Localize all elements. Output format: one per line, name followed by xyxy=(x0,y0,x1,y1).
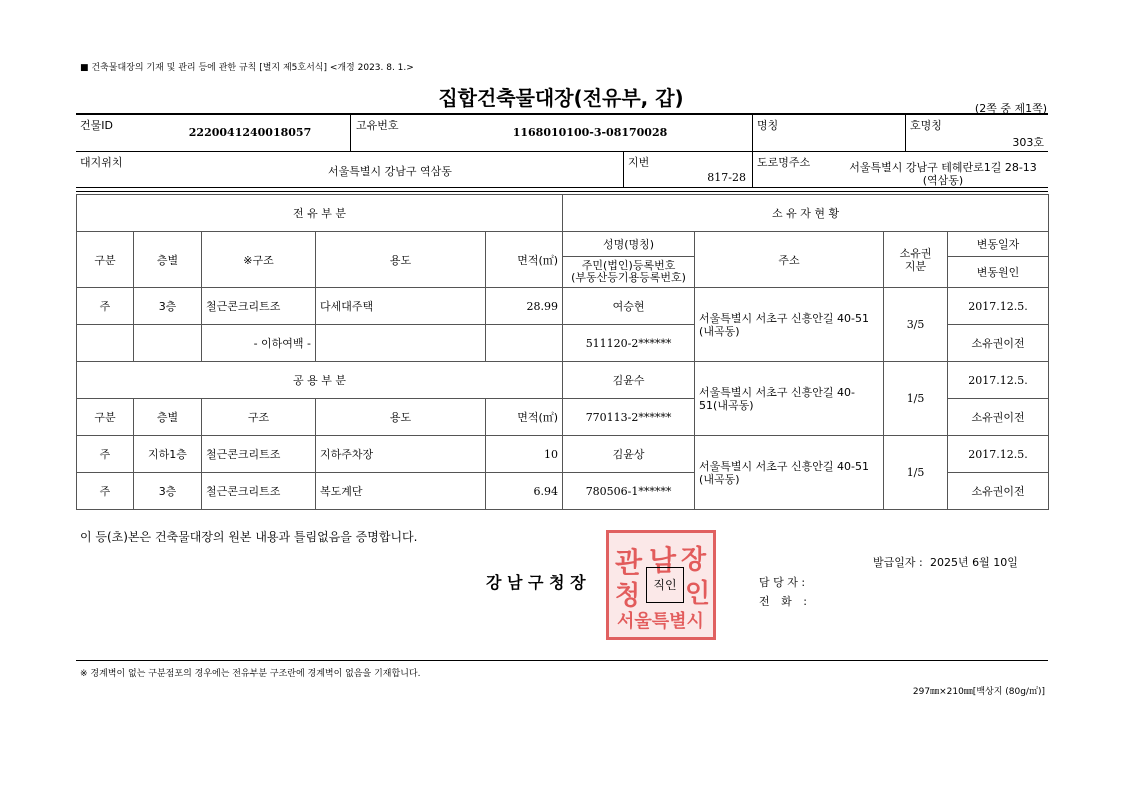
ex-row2-type xyxy=(77,325,134,362)
col-owner-reg xyxy=(563,257,695,288)
owner3-reg: 780506-1****** xyxy=(563,473,695,510)
owner3-address: 서울특별시 서초구 신흥안길 40-51 (내곡동) xyxy=(695,436,884,510)
road-label: 도로명주소 xyxy=(757,156,811,169)
site-value: 서울특별시 강남구 역삼동 xyxy=(328,165,452,178)
owner1-address: 서울특별시 서초구 신흥안길 40-51 (내곡동) xyxy=(695,288,884,362)
lot-label: 지번 xyxy=(628,156,650,169)
register-table xyxy=(76,194,1049,510)
ex-row1-floor: 3층 xyxy=(134,288,202,325)
road-value-line2: (역삼동) xyxy=(922,174,964,187)
footnote: ※ 경계벽이 없는 구분점포의 경우에는 전유부분 구조란에 경계벽이 없음을 기재합니다. xyxy=(80,669,421,679)
owner2-reason: 소유권이전 xyxy=(948,399,1049,436)
common-col-floor: 층별 xyxy=(134,399,202,436)
officer-label: 담 당 자 : xyxy=(759,576,806,589)
ex-row1-use: 다세대주택 xyxy=(316,288,486,325)
col-use: 용도 xyxy=(316,232,486,288)
common-row2-use: 복도계단 xyxy=(316,473,486,510)
building-id-label: 건물ID xyxy=(80,119,113,132)
seal-label: 직인 xyxy=(646,567,684,603)
form-note: ■ 건축물대장의 기재 및 관리 등에 관한 규칙 [별지 제5호서식] <개정 2023. 8. 1.> xyxy=(80,63,414,73)
section-exclusive: 전 유 부 분 xyxy=(77,195,563,232)
owner1-share: 3/5 xyxy=(884,288,948,362)
owner2-date: 2017.12.5. xyxy=(948,362,1049,399)
building-id-value: 2220041240018057 xyxy=(188,126,312,139)
owner2-reg: 770113-2****** xyxy=(563,399,695,436)
ex-row1-area: 28.99 xyxy=(486,288,563,325)
issue-date: 2025년 6월 10일 xyxy=(930,556,1018,569)
owner1-reason: 소유권이전 xyxy=(948,325,1049,362)
common-row1-area: 10 xyxy=(486,436,563,473)
col-owner-reg-line2: (부동산등기용등록번호) xyxy=(571,271,686,284)
col-share xyxy=(884,232,948,288)
page-title: 집합건축물대장(전유부, 갑) xyxy=(438,86,684,110)
ex-row1-structure: 철근콘크리트조 xyxy=(202,288,316,325)
site-label: 대지위치 xyxy=(80,156,123,169)
col-change-reason: 변동원인 xyxy=(948,257,1049,288)
col-structure-ex: ※구조 xyxy=(202,232,316,288)
section-owner: 소 유 자 현 황 xyxy=(563,195,1049,232)
owner1-reg: 511120-2****** xyxy=(563,325,695,362)
unit-value: 303호 xyxy=(1012,136,1044,149)
col-owner-name: 성명(명칭) xyxy=(563,232,695,257)
col-share-line1: 소유권 xyxy=(899,246,932,260)
common-row2-floor: 3층 xyxy=(134,473,202,510)
col-area: 면적(㎡) xyxy=(486,232,563,288)
col-floor: 층별 xyxy=(134,232,202,288)
owner3-reason: 소유권이전 xyxy=(948,473,1049,510)
owner2-name: 김윤수 xyxy=(563,362,695,399)
name-label: 명칭 xyxy=(757,119,779,132)
road-value-line1: 서울특별시 강남구 테헤란로1길 28-13 xyxy=(849,161,1037,174)
col-change-date: 변동일자 xyxy=(948,232,1049,257)
common-col-area: 면적(㎡) xyxy=(486,399,563,436)
owner1-date: 2017.12.5. xyxy=(948,288,1049,325)
owner3-date: 2017.12.5. xyxy=(948,436,1049,473)
ex-row2-floor xyxy=(134,325,202,362)
col-address: 주소 xyxy=(695,232,884,288)
owner3-share: 1/5 xyxy=(884,436,948,510)
common-row2-type: 주 xyxy=(77,473,134,510)
col-owner-reg-line1: 주민(법인)등록번호 xyxy=(581,259,676,272)
owner2-address: 서울특별시 서초구 신흥안길 40-51(내곡동) xyxy=(695,362,884,436)
official-seal: 관 남 장 청 인 서울특별시 xyxy=(606,530,716,640)
phone-label: 전 화 : xyxy=(759,595,811,608)
certify-text: 이 등(초)본은 건축물대장의 원본 내용과 틀림없음을 증명합니다. xyxy=(80,530,418,544)
common-col-type: 구분 xyxy=(77,399,134,436)
paper-spec: 297㎜×210㎜[백상지 (80g/㎡)] xyxy=(912,687,1045,697)
common-row1-type: 주 xyxy=(77,436,134,473)
issuer-name: 강 남 구 청 장 xyxy=(486,573,586,592)
section-common: 공 용 부 분 xyxy=(77,362,563,399)
common-row1-structure: 철근콘크리트조 xyxy=(202,436,316,473)
unique-no-label: 고유번호 xyxy=(356,119,399,132)
lot-value: 817-28 xyxy=(707,171,746,184)
unique-no-value: 1168010100-3-08170028 xyxy=(512,126,668,139)
owner3-name: 김윤상 xyxy=(563,436,695,473)
page-info: (2쪽 중 제1쪽) xyxy=(974,102,1047,115)
common-row2-structure: 철근콘크리트조 xyxy=(202,473,316,510)
ex-row2-use xyxy=(316,325,486,362)
common-row2-area: 6.94 xyxy=(486,473,563,510)
ex-row2-structure: - 이하여백 - xyxy=(202,325,316,362)
owner1-name: 여승현 xyxy=(563,288,695,325)
common-col-structure: 구조 xyxy=(202,399,316,436)
ex-row1-type: 주 xyxy=(77,288,134,325)
common-row1-floor: 지하1층 xyxy=(134,436,202,473)
col-share-line2: 지분 xyxy=(904,259,927,273)
common-col-use: 용도 xyxy=(316,399,486,436)
issue-date-label: 발급일자 : xyxy=(873,556,923,569)
unit-label: 호명칭 xyxy=(910,119,942,132)
col-type: 구분 xyxy=(77,232,134,288)
common-row1-use: 지하주차장 xyxy=(316,436,486,473)
ex-row2-area xyxy=(486,325,563,362)
owner2-share: 1/5 xyxy=(884,362,948,436)
